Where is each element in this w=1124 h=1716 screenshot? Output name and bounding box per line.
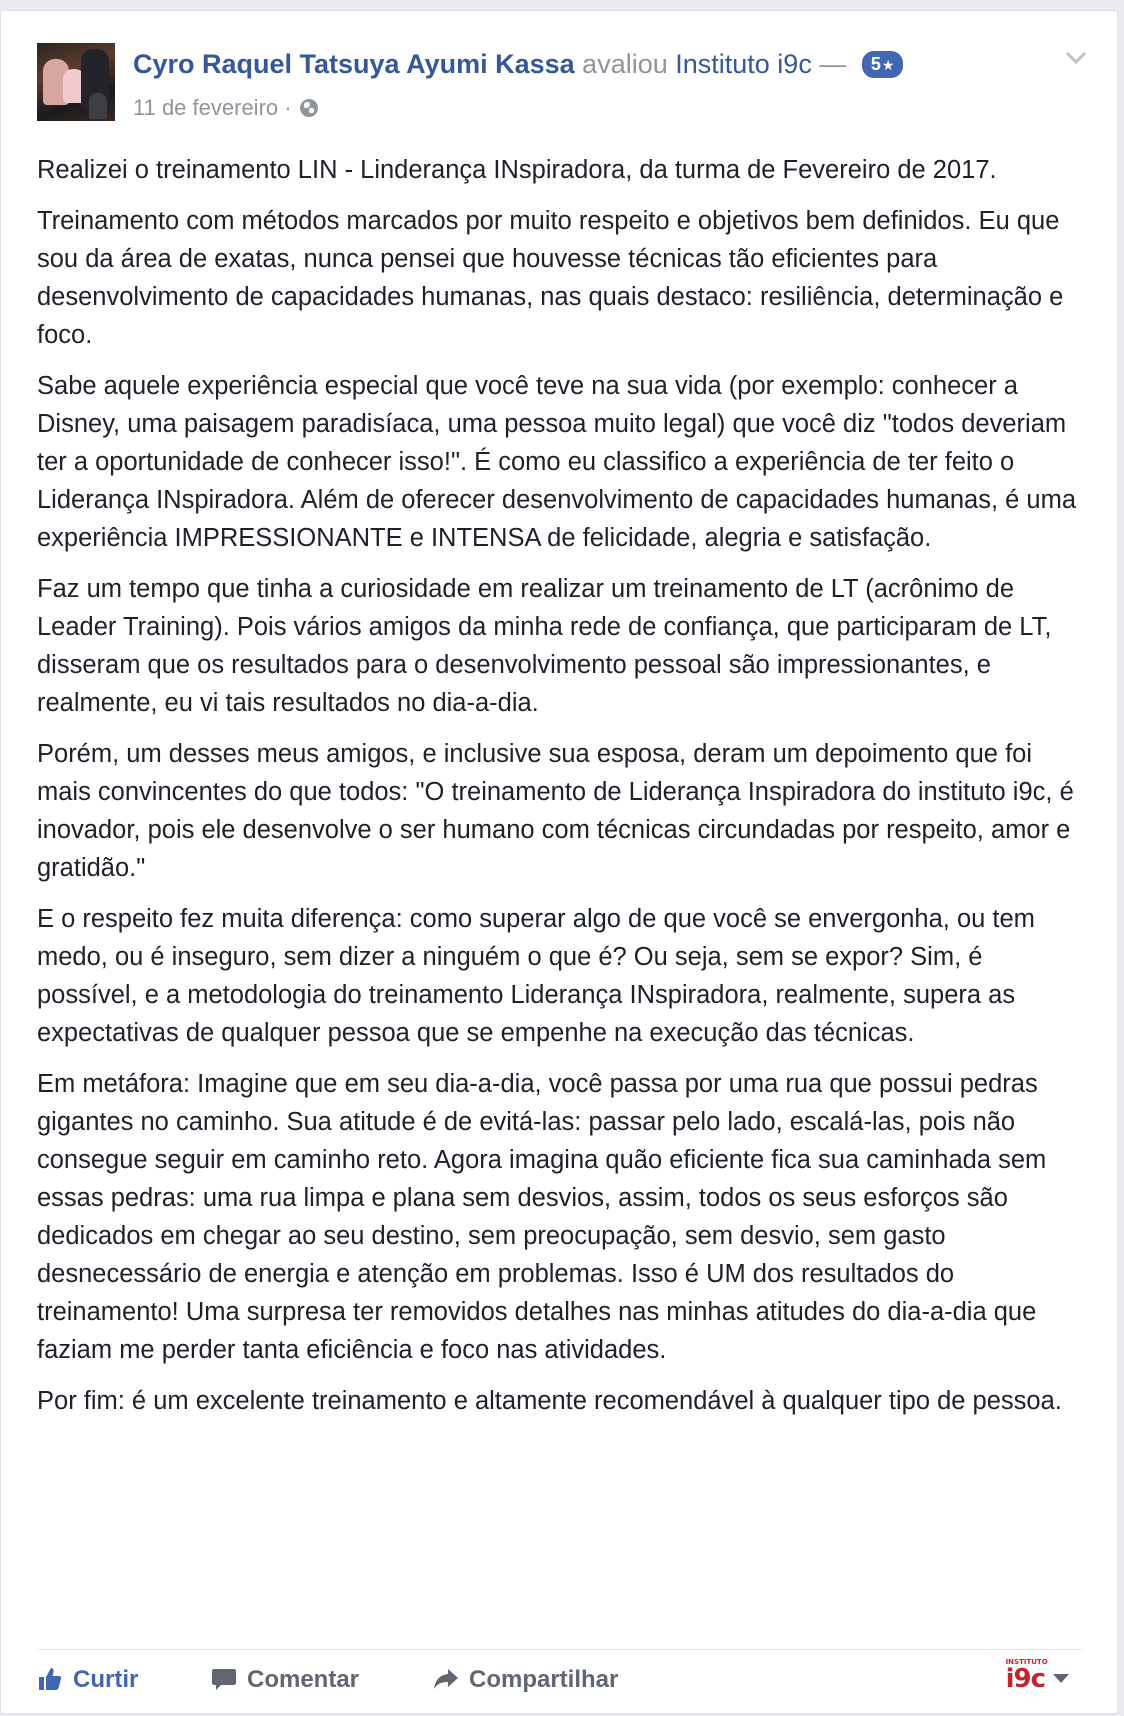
review-text <box>37 151 1087 1433</box>
page-name-link[interactable]: Instituto i9c <box>675 49 812 79</box>
page-identity-selector[interactable] <box>1005 1658 1069 1694</box>
page-logo-text: i9c <box>1005 1664 1045 1694</box>
share-arrow-icon <box>433 1666 459 1692</box>
review-paragraph: Sabe aquele experiência especial que você teve na sua vida (por exemplo: conhecer a Disney, uma paisagem paradisíaca, uma pessoa muito legal) que você diz "todos deveriam ter a oportunidade de conhecer isso!". É como eu classifico a experiência de ter feito o Liderança INspiradora. Além de oferecer desenvolvimento de capacidades humanas, é uma experiência IMPRESSIONANTE e INTENSA de felicidade, alegria e satisfação. <box>37 372 1077 552</box>
review-paragraph: Realizei o treinamento LIN - Linderança INspiradora, da turma de Fevereiro de 2017. <box>37 156 997 184</box>
review-paragraph: Em metáfora: Imagine que em seu dia-a-dia, você passa por uma rua que possui pedras gigantes no caminho. Sua atitude é de evitá-las: passar pelo lado, escalá-las, pois não consegue seguir em caminho reto. Agora imagina quão eficiente fica sua caminhada sem essas pedras: uma rua limpa e plana sem desvios, assim, todos os seus esforços são dedicados em chegar ao seu destino, sem preocupação, sem desvio, sem gasto desnecessário de energia e atenção em problemas. Isso é UM dos resultados do treinamento! Uma surpresa ter removidos detalhes nas minhas atitudes do dia-a-dia que faziam me perder tanta eficiência e foco nas atividades. <box>37 1070 1047 1364</box>
post-date-link[interactable]: 11 de fevereiro <box>133 95 279 120</box>
author-avatar[interactable] <box>37 43 115 121</box>
post-meta <box>133 95 318 121</box>
comment-button[interactable] <box>211 1666 359 1694</box>
page-logo <box>1005 1658 1048 1694</box>
review-paragraph: Porém, um desses meus amigos, e inclusive sua esposa, deram um depoimento que foi mais convincentes do que todos: "O treinamento de Liderança Inspiradora do instituto i9c, é inovador, pois ele desenvolve o ser humano com técnicas circundadas por respeito, amor e gratidão." <box>37 740 1074 882</box>
share-label: Compartilhar <box>469 1666 619 1693</box>
action-verb: avaliou <box>582 49 668 79</box>
speech-bubble-icon <box>211 1666 237 1692</box>
review-paragraph: E o respeito fez muita diferença: como superar algo de que você se envergonha, ou tem medo, ou é inseguro, sem dizer a ninguém o que é? Ou seja, sem se expor? Sim, é possível, e a metodologia do treinamento Liderança INspiradora, realmente, supera as expectativas de qualquer pessoa que se empenhe na execução das técnicas. <box>37 905 1035 1047</box>
post-actions-bar <box>37 1649 1083 1710</box>
comment-label: Comentar <box>247 1666 360 1693</box>
thumbs-up-icon <box>37 1666 63 1692</box>
headline-dash: — <box>819 49 847 79</box>
share-button[interactable] <box>433 1666 618 1694</box>
rating-badge <box>862 51 904 78</box>
author-name-link[interactable]: Cyro Raquel Tatsuya Ayumi Kassa <box>133 49 575 79</box>
like-button[interactable] <box>37 1666 138 1694</box>
post-header <box>37 35 1087 121</box>
star-icon: ★ <box>881 57 895 73</box>
chevron-down-icon[interactable] <box>1065 41 1087 72</box>
meta-separator: · <box>284 95 292 120</box>
rating-value: 5 <box>870 54 881 74</box>
review-paragraph: Treinamento com métodos marcados por muito respeito e objetivos bem definidos. Eu que sou da área de exatas, nunca pensei que houvesse técnicas tão eficientes para desenvolvimento de capacidades humanas, nas quais destaco: resiliência, determinação e foco. <box>37 207 1064 349</box>
review-paragraph: Por fim: é um excelente treinamento e altamente recomendável à qualquer tipo de pessoa. <box>37 1387 1062 1415</box>
globe-icon[interactable] <box>300 99 318 117</box>
review-paragraph: Faz um tempo que tinha a curiosidade em realizar um treinamento de LT (acrônimo de Leader Training). Pois vários amigos da minha rede de confiança, que participaram de LT, disseram que os resultados para o desenvolvimento pessoal são impressionantes, e realmente, eu vi tais resultados no dia-a-dia. <box>37 575 1052 717</box>
caret-down-icon[interactable] <box>1053 1674 1069 1683</box>
page-logo-small: INSTITUTO <box>1005 1658 1048 1666</box>
like-label: Curtir <box>73 1666 139 1693</box>
review-post <box>0 10 1118 1714</box>
post-headline <box>133 49 903 80</box>
